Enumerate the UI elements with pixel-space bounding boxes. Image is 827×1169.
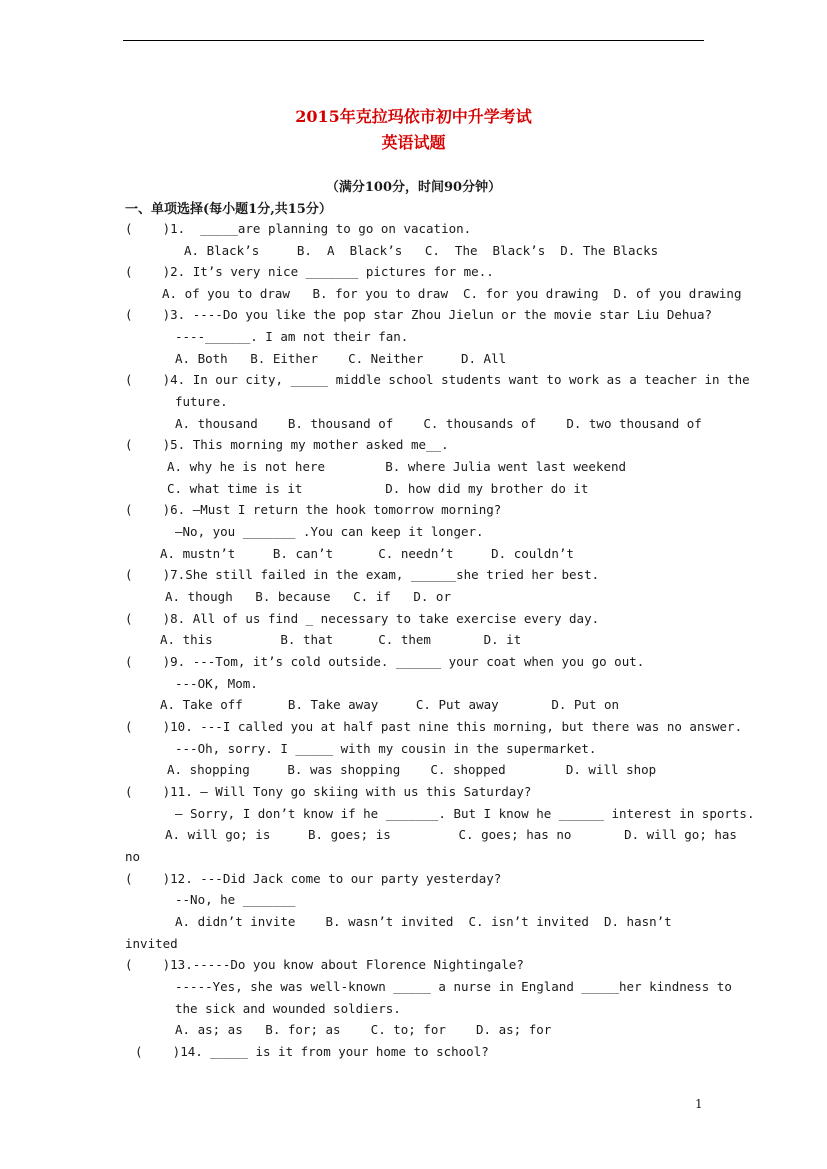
question-line: -----Yes, she was well-known _____ a nurse in England _____her kindness to bbox=[175, 979, 732, 994]
question-line: — Sorry, I don’t know if he _______. But I know he ______ interest in sports. bbox=[175, 806, 755, 821]
option-line: A. Both B. Either C. Neither D. All bbox=[175, 351, 507, 366]
question-line: —No, you _______ .You can keep it longer. bbox=[175, 524, 484, 539]
option-line: A. why he is not here B. where Julia went last weekend bbox=[167, 459, 627, 474]
question-line: ( )7.She still failed in the exam, ______she tried her best. bbox=[125, 567, 600, 582]
option-line: A. will go; is B. goes; is C. goes; has no D. will go; has bbox=[165, 827, 737, 842]
question-line: --No, he _______ bbox=[175, 892, 296, 907]
option-line: C. what time is it D. how did my brother do it bbox=[167, 481, 589, 496]
question-line: ( )12. ---Did Jack come to our party yesterday? bbox=[125, 871, 502, 886]
option-line: A. thousand B. thousand of C. thousands of D. two thousand of bbox=[175, 416, 702, 431]
option-line: A. this B. that C. them D. it bbox=[160, 632, 522, 647]
question-line: ( )10. ---I called you at half past nine this morning, but there was no answer. bbox=[125, 719, 743, 734]
question-line: ( )1. _____are planning to go on vacation. bbox=[125, 221, 472, 236]
option-line: invited bbox=[125, 936, 178, 951]
option-line: A. as; as B. for; as C. to; for D. as; for bbox=[175, 1022, 552, 1037]
option-line: A. of you to draw B. for you to draw C. for you drawing D. of you drawing bbox=[162, 286, 742, 301]
question-line: ( )13.-----Do you know about Florence Nightingale? bbox=[125, 957, 524, 972]
header-rule bbox=[123, 40, 704, 41]
page-number: 1 bbox=[695, 1097, 703, 1111]
option-line: A. Take off B. Take away C. Put away D. Put on bbox=[160, 697, 620, 712]
option-line: A. shopping B. was shopping C. shopped D. will shop bbox=[167, 762, 657, 777]
question-line: ( )5. This morning my mother asked me__. bbox=[125, 437, 449, 452]
question-line: the sick and wounded soldiers. bbox=[175, 1001, 401, 1016]
exam-subtitle: 英语试题 bbox=[381, 133, 446, 152]
question-line: ----______. I am not their fan. bbox=[175, 329, 409, 344]
question-line: ---Oh, sorry. I _____ with my cousin in the supermarket. bbox=[175, 741, 597, 756]
question-line: ( )11. — Will Tony go skiing with us this Saturday? bbox=[125, 784, 532, 799]
exam-note: （满分100分，时间90分钟） bbox=[325, 180, 502, 195]
option-line: no bbox=[125, 849, 141, 864]
question-line: future. bbox=[175, 394, 228, 409]
question-line: ( )14. _____ is it from your home to school? bbox=[120, 1044, 489, 1059]
question-line: ( )2. It’s very nice _______ pictures for me.. bbox=[125, 264, 494, 279]
option-line: A. Black’s B. A Black’s C. The Black’s D. The Blacks bbox=[184, 243, 659, 258]
option-line: A. mustn’t B. can’t C. needn’t D. couldn’t bbox=[160, 546, 574, 561]
question-line: ---OK, Mom. bbox=[175, 676, 258, 691]
question-line: ( )9. ---Tom, it’s cold outside. ______ your coat when you go out. bbox=[125, 654, 645, 669]
question-line: ( )8. All of us find _ necessary to take exercise every day. bbox=[125, 611, 600, 626]
exam-title: 2015年克拉玛依市初中升学考试 bbox=[295, 107, 532, 126]
question-line: ( )3. ----Do you like the pop star Zhou Jielun or the movie star Liu Dehua? bbox=[125, 307, 712, 322]
question-line: ( )4. In our city, _____ middle school students want to work as a teacher in the bbox=[125, 372, 750, 387]
option-line: A. didn’t invite B. wasn’t invited C. isn’t invited D. hasn’t bbox=[175, 914, 672, 929]
section-heading: 一、单项选择(每小题1分,共15分） bbox=[125, 202, 332, 217]
option-line: A. though B. because C. if D. or bbox=[165, 589, 451, 604]
question-line: ( )6. —Must I return the hook tomorrow morning? bbox=[125, 502, 502, 517]
